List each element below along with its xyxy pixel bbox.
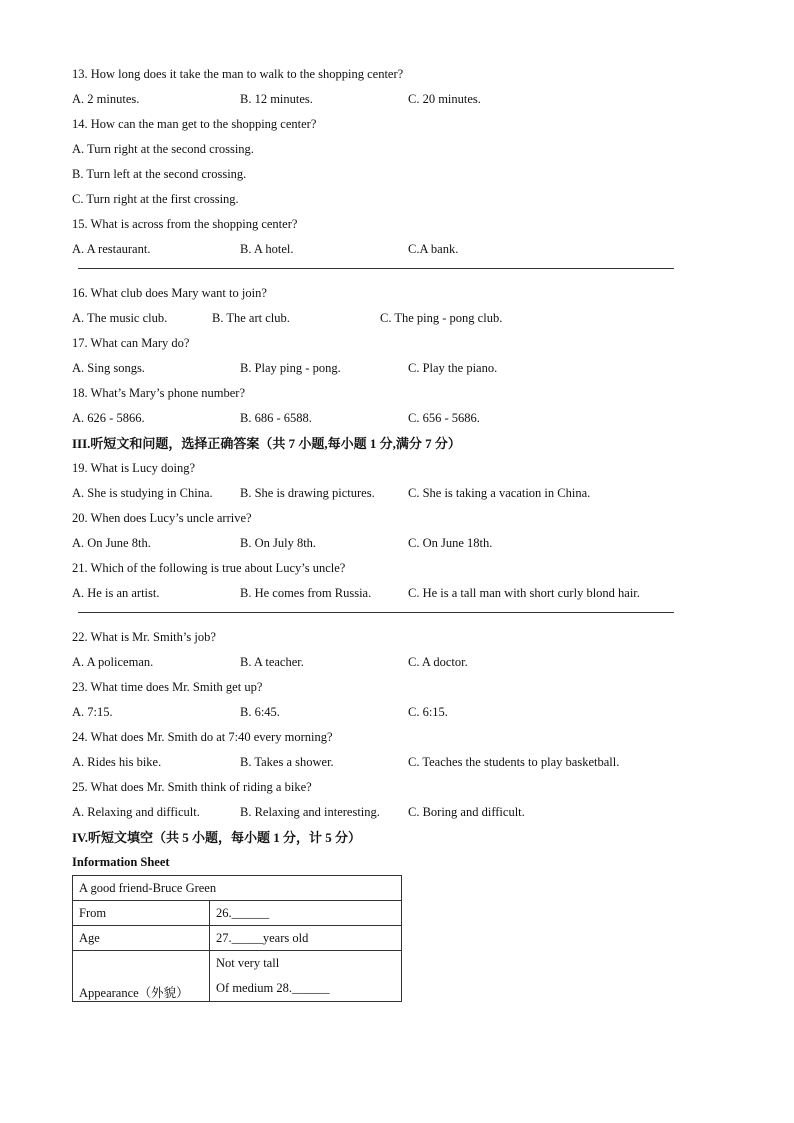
option-b: B. She is drawing pictures. [240, 486, 375, 500]
table-row [73, 951, 402, 1002]
option-b: B. He comes from Russia. [240, 586, 372, 600]
question-13 [72, 62, 682, 87]
question-stem: 24. What does Mr. Smith do at 7:40 every morning? [72, 730, 333, 744]
options-19 [72, 481, 682, 506]
options-20 [72, 531, 682, 556]
option-c: C. 20 minutes. [408, 92, 481, 106]
option-a: A. He is an artist. [72, 586, 160, 600]
option-c: C. The ping - pong club. [380, 311, 503, 325]
question-stem: 22. What is Mr. Smith’s job? [72, 630, 216, 644]
from-label: From [73, 901, 210, 926]
option-b: B. On July 8th. [240, 536, 317, 550]
option-a: A. 626 - 5866. [72, 411, 145, 425]
option-b: B. Takes a shower. [240, 755, 334, 769]
options-22 [72, 650, 682, 675]
question-19 [72, 456, 682, 481]
option-b: B. Turn left at the second crossing. [72, 167, 247, 181]
option-b: B. A teacher. [240, 655, 304, 669]
age-blank: 27._____years old [210, 926, 402, 951]
options-16 [72, 306, 682, 331]
option-c: C. Play the piano. [408, 361, 498, 375]
information-sheet-table [72, 875, 402, 1002]
option-a: A. Relaxing and difficult. [72, 805, 200, 819]
question-stem: 18. What’s Mary’s phone number? [72, 386, 245, 400]
question-22 [72, 625, 682, 650]
option-a: A. A policeman. [72, 655, 154, 669]
option-c: C. A doctor. [408, 655, 468, 669]
option-c: C. Turn right at the first crossing. [72, 192, 239, 206]
option-b: B. A hotel. [240, 242, 294, 256]
table-row [73, 876, 402, 901]
option-c: C. 656 - 5686. [408, 411, 480, 425]
options-13 [72, 87, 682, 112]
question-17 [72, 331, 682, 356]
option-a: A. 2 minutes. [72, 92, 140, 106]
question-stem: 20. When does Lucy’s uncle arrive? [72, 511, 252, 525]
option-b: B. 686 - 6588. [240, 411, 312, 425]
options-24 [72, 750, 682, 775]
divider-line [78, 268, 674, 269]
table-row [73, 901, 402, 926]
options-21 [72, 581, 682, 606]
sheet-header-cell: A good friend-Bruce Green [73, 876, 402, 901]
options-25 [72, 800, 682, 825]
question-21 [72, 556, 682, 581]
option-c: C. 6:15. [408, 705, 448, 719]
age-label: Age [73, 926, 210, 951]
appearance-blank: Of medium 28.______ [216, 981, 330, 995]
question-stem: 21. Which of the following is true about Lucy’s uncle? [72, 561, 346, 575]
option-a: A. She is studying in China. [72, 486, 213, 500]
option-c: C. He is a tall man with short curly blond hair. [408, 586, 640, 600]
information-sheet-title: Information Sheet [72, 855, 170, 869]
appearance-line-1: Not very tall [216, 956, 280, 970]
divider-line [78, 612, 674, 613]
options-18 [72, 406, 682, 431]
option-b: B. Play ping - pong. [240, 361, 341, 375]
option-c: C. Boring and difficult. [408, 805, 525, 819]
question-15 [72, 212, 682, 237]
option-a: A. Turn right at the second crossing. [72, 142, 254, 156]
option-a: A. The music club. [72, 311, 168, 325]
options-15 [72, 237, 682, 262]
option-b: B. The art club. [212, 311, 290, 325]
option-b: B. Relaxing and interesting. [240, 805, 380, 819]
question-stem: 17. What can Mary do? [72, 336, 190, 350]
section-heading-iii: III.听短文和问题，选择正确答案（共 7 小题,每小题 1 分,满分 7 分） [72, 436, 461, 451]
options-17 [72, 356, 682, 381]
question-20 [72, 506, 682, 531]
option-a: A. Rides his bike. [72, 755, 162, 769]
option-c: C. Teaches the students to play basketball. [408, 755, 620, 769]
question-stem: 14. How can the man get to the shopping center? [72, 117, 317, 131]
exam-page [72, 62, 682, 1002]
question-14 [72, 112, 682, 137]
option-a: A. On June 8th. [72, 536, 151, 550]
question-stem: 15. What is across from the shopping center? [72, 217, 298, 231]
appearance-label: Appearance（外貌） [73, 951, 210, 1002]
question-stem: 23. What time does Mr. Smith get up? [72, 680, 263, 694]
question-24 [72, 725, 682, 750]
option-b: B. 6:45. [240, 705, 280, 719]
option-a: A. 7:15. [72, 705, 113, 719]
options-23 [72, 700, 682, 725]
question-stem: 13. How long does it take the man to walk to the shopping center? [72, 67, 404, 81]
from-blank: 26.______ [210, 901, 402, 926]
table-row [73, 926, 402, 951]
option-b: B. 12 minutes. [240, 92, 313, 106]
question-stem: 16. What club does Mary want to join? [72, 286, 267, 300]
question-23 [72, 675, 682, 700]
question-25 [72, 775, 682, 800]
option-c: C. On June 18th. [408, 536, 493, 550]
question-18 [72, 381, 682, 406]
section-heading-iv: IV.听短文填空（共 5 小题，每小题 1 分，计 5 分） [72, 830, 362, 845]
appearance-cell [210, 951, 402, 1002]
option-c: C. She is taking a vacation in China. [408, 486, 591, 500]
option-a: A. A restaurant. [72, 242, 151, 256]
option-a: A. Sing songs. [72, 361, 145, 375]
question-stem: 25. What does Mr. Smith think of riding a bike? [72, 780, 312, 794]
question-stem: 19. What is Lucy doing? [72, 461, 196, 475]
option-c: C.A bank. [408, 242, 459, 256]
question-16 [72, 281, 682, 306]
